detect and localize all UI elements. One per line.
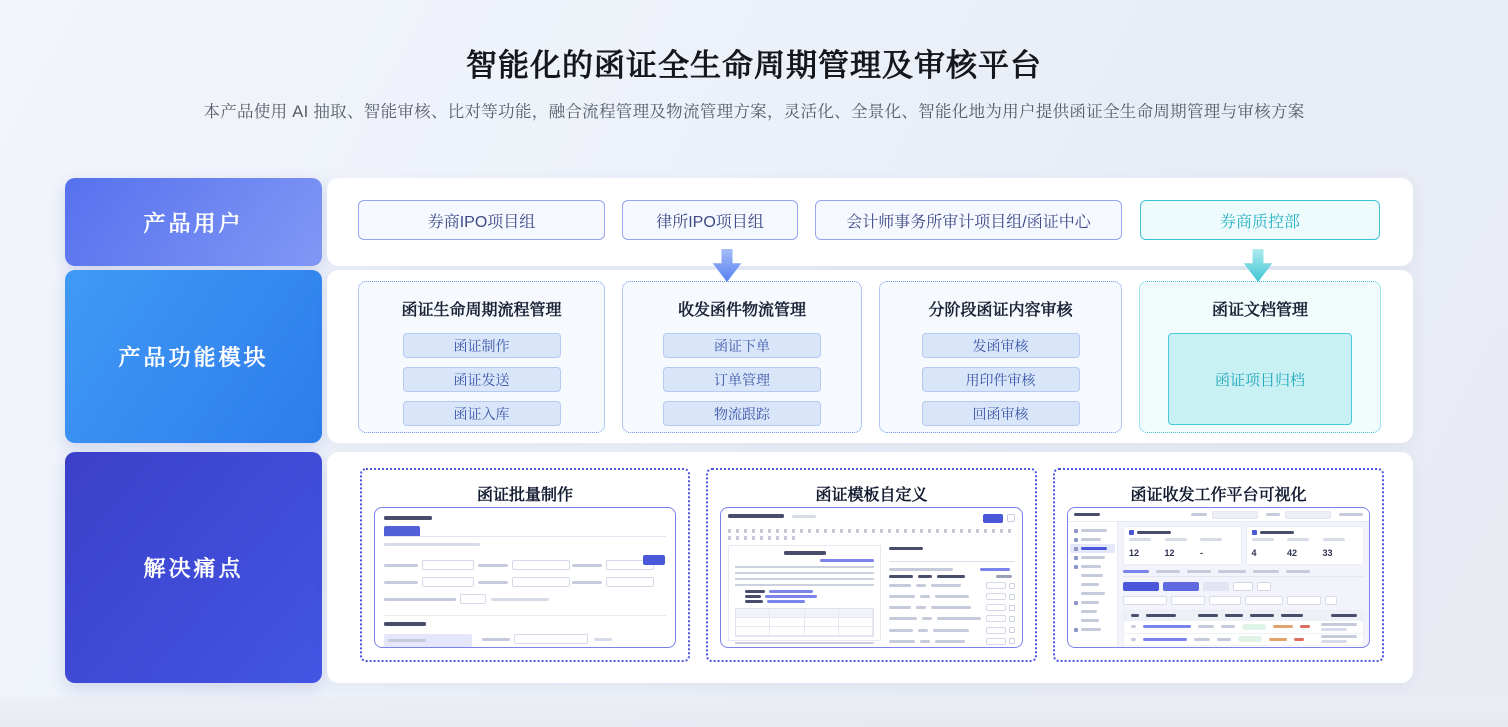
form-placeholder: [384, 543, 666, 546]
table-row: [1124, 620, 1363, 633]
module-title: 收发函件物流管理: [677, 302, 806, 319]
module-box-logistics: [622, 281, 862, 433]
band-label-painpoints: 解决痛点: [65, 452, 322, 683]
form-bottom-area: [384, 634, 666, 648]
flow-arrow-blue-icon: [710, 249, 744, 282]
band-label-modules: 产品功能模块: [65, 270, 322, 443]
dashboard-table: [1123, 610, 1364, 647]
batch-creation-screenshot: [374, 507, 676, 648]
document-preview: [728, 545, 881, 641]
stat-card-icon: [1129, 530, 1134, 535]
module-title: 函证文档管理: [1211, 302, 1308, 319]
table-row: [1124, 645, 1363, 647]
module-item-letter-sending: 函证发送: [403, 367, 561, 392]
page-title: 智能化的函证全生命周期管理及审核平台: [466, 48, 1042, 83]
module-item-seal-review: 用印件审核: [922, 367, 1080, 392]
form-fields: [384, 560, 666, 611]
module-item-project-archive: 函证项目归档: [1168, 333, 1352, 425]
module-item-logistics-tracking: 物流跟踪: [663, 401, 821, 426]
module-item-letter-order: 函证下单: [663, 333, 821, 358]
editor-save-button: [983, 514, 1003, 523]
form-section-title-2: [384, 622, 666, 626]
module-item-reply-review: 回函审核: [922, 401, 1080, 426]
band-label-users: 产品用户: [65, 178, 322, 266]
user-box-broker-ipo: 券商IPO项目组: [358, 200, 605, 240]
form-section-title: [384, 516, 666, 520]
module-box-document-management: [1139, 281, 1381, 433]
table-row: [1124, 633, 1363, 646]
dashboard-sidebar: [1068, 522, 1118, 647]
editor-header: [728, 514, 1015, 526]
stat-card-received: [1246, 526, 1365, 565]
template-field-panel: [881, 545, 1015, 641]
user-box-lawfirm-ipo: 律所IPO项目组: [622, 200, 798, 240]
form-submit-button: [643, 555, 665, 565]
editor-more-icon: [1007, 514, 1015, 522]
module-item-letter-inbound: 函证入库: [403, 401, 561, 426]
module-item-letter-creation: 函证制作: [403, 333, 561, 358]
footer-strip: [0, 697, 1508, 727]
document-table: [735, 608, 874, 637]
template-editor-screenshot: [720, 507, 1023, 648]
pain-card-title: 函证批量制作: [476, 487, 573, 504]
dashboard-buttons: [1123, 582, 1364, 591]
user-box-broker-qc: 券商质控部: [1140, 200, 1380, 240]
painpoints-panel: [327, 452, 1413, 683]
stat-value: -: [1200, 548, 1203, 558]
dashboard-topbar: [1068, 508, 1369, 522]
dashboard-main: [1118, 522, 1369, 647]
dashboard-filters: [1123, 596, 1364, 605]
module-item-order-management: 订单管理: [663, 367, 821, 392]
editor-toolbar: [728, 529, 1015, 533]
dashboard-screenshot: [1067, 507, 1370, 648]
stat-value: 12: [1129, 548, 1140, 558]
user-box-accounting-firm: 会计师事务所审计项目组/函证中心: [815, 200, 1122, 240]
pain-card-title: 函证收发工作平台可视化: [1130, 487, 1307, 504]
form-detail-area: [482, 634, 666, 648]
modules-panel: [327, 270, 1413, 443]
stat-card-sent: [1123, 526, 1242, 565]
pain-card-title: 函证模板自定义: [815, 487, 928, 504]
form-tabs: [384, 526, 666, 537]
pain-card-template-customization: [706, 468, 1037, 662]
form-side-list: [384, 634, 472, 648]
pain-card-batch-creation: [360, 468, 690, 662]
dashboard-tabs: [1123, 570, 1364, 577]
table-header: [1124, 611, 1363, 620]
stat-value: 12: [1164, 548, 1175, 558]
module-title: 分阶段函证内容审核: [928, 302, 1073, 319]
module-box-lifecycle: [358, 281, 605, 433]
stat-value: 42: [1287, 548, 1298, 558]
stat-value: 33: [1322, 548, 1333, 558]
page-subtitle: 本产品使用 AI 抽取、智能审核、比对等功能，融合流程管理及物流管理方案，灵活化、全景化、智能化地为用户提供函证全生命周期管理与审核方案: [203, 103, 1305, 121]
flow-arrow-teal-icon: [1241, 249, 1275, 282]
module-box-review: [879, 281, 1122, 433]
stat-value: 4: [1251, 548, 1257, 558]
module-title: 函证生命周期流程管理: [401, 302, 562, 319]
stat-card-icon: [1252, 530, 1257, 535]
module-item-outgoing-review: 发函审核: [922, 333, 1080, 358]
pain-card-dashboard-visualization: [1053, 468, 1384, 662]
